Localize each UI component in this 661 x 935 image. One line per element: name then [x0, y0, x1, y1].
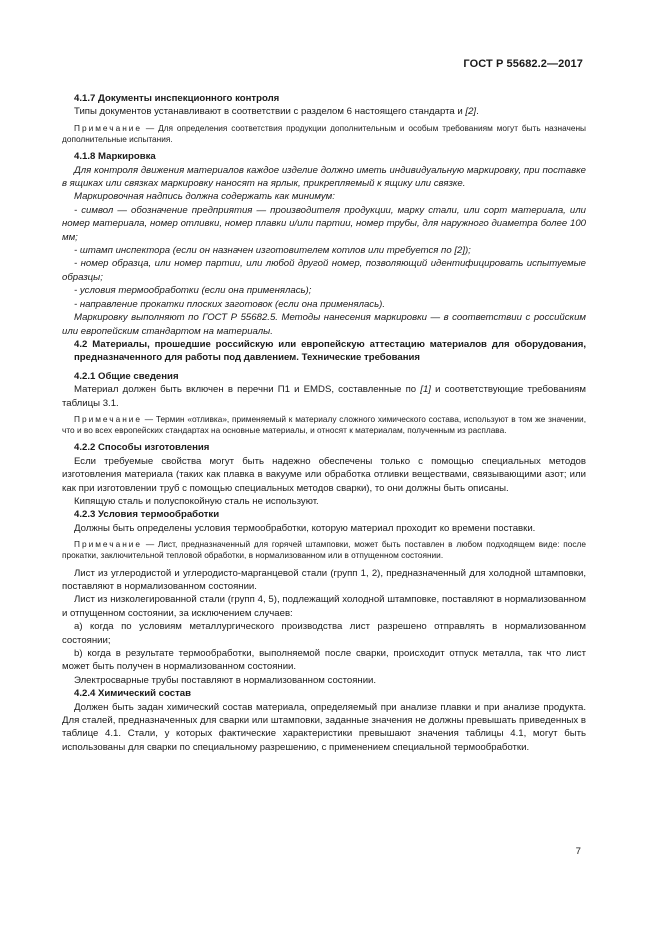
paragraph: Маркировочная надпись должна содержать как минимум:	[74, 191, 335, 203]
document-id: ГОСТ Р 55682.2—2017	[463, 58, 583, 70]
note-label: Примечание	[74, 539, 143, 550]
paragraph: Маркировку выполняют по ГОСТ Р 55682.5. Методы нанесения маркировки — в соответствии с российским или европейским стандартом на материалы.	[62, 312, 586, 337]
paragraph: Кипящую сталь и полуспокойную сталь не используют.	[74, 495, 319, 507]
list-item: - направление прокатки плоских заготовок (если она применялась).	[74, 298, 386, 310]
note: Примечание — Лист, предназначенный для горячей штамповки, может быть поставлен в любом подходящем виде: после прокатки, заключительной тепловой обработки, в нормализованном или в отпущенном состоянии.	[62, 539, 586, 561]
note-label: Примечание	[74, 413, 143, 424]
paragraph: Материал должен быть включен в перечни П1 и EMDS, составленные по [1] и соответствующие требованиям таблицы 3.1.	[62, 384, 587, 409]
paragraph: Лист из низколегированной стали (групп 4, 5), подлежащий холодной штамповке, поставляют в нормализованном и отпущенном состоянии, за исключением случаев:	[62, 594, 586, 619]
list-item: - номер образца, или номер партии, или любой другой номер, позволяющий идентифицировать испытуемые образцы;	[62, 258, 586, 283]
note-label: Примечание	[74, 122, 143, 133]
paragraph: Электросварные трубы поставляют в нормализованном состоянии.	[74, 674, 377, 686]
paragraph: Типы документов устанавливают в соответствии с разделом 6 настоящего стандарта и [2].	[74, 106, 479, 118]
heading-4-2-2: 4.2.2 Способы изготовления	[74, 442, 210, 454]
list-item: b) когда в результате термообработки, выполняемой после сварки, происходит отпуск металла, так что лист может быть получен в нормализованном состоянии.	[62, 648, 586, 673]
note: Примечание — Термин «отливка», применяемый к материалу сложного химического состава, используют в том же значении, что и во всех европейских стандартах на основные материалы, и относят к материалам, полученным из расплава.	[62, 413, 586, 436]
reference: [2]	[465, 106, 477, 118]
reference: [1]	[420, 384, 431, 396]
list-item: - символ — обозначение предприятия — производителя продукции, марку стали, или сорт материала, или номер материала, номер отливки, номер плавки и/или партии, номер трубы, для наружного диаметра более 100 мм;	[62, 204, 586, 243]
list-item: - условия термообработки (если она применялась);	[74, 285, 312, 297]
paragraph: Должны быть определены условия термообработки, которую материал проходит ко времени поставки.	[74, 522, 536, 534]
heading-4-2-3: 4.2.3 Условия термообработки	[74, 509, 220, 521]
paragraph: Для контроля движения материалов каждое изделие должно иметь индивидуальную маркировку, при поставке в ящиках или связках маркировку наносят на ярлык, прикрепляемый к ящику или связке.	[62, 164, 586, 190]
note: Примечание — Для определения соответствия продукции дополнительным и особым требованиям могут быть назначены дополнительные испытания.	[62, 122, 586, 145]
heading-4-2-1: 4.2.1 Общие сведения	[74, 370, 179, 382]
list-item: - штамп инспектора (если он назначен изготовителем котлов или требуется по [2]);	[74, 245, 471, 257]
heading-4-1-8: 4.1.8 Маркировка	[74, 151, 156, 163]
paragraph: Должен быть задан химический состав материала, определяемый при анализе плавки и при анализе продукта. Для сталей, предназначенных для сварки или штамповки, заданные значения не должны превышать приведенных в таблице 4.1. Стали, у которых фактические характеристики превышают значения таблицы 4.1, могут быть использованы для сварки по специальному разрешению, с применением специальной термообработки.	[62, 701, 586, 753]
paragraph: Если требуемые свойства могут быть надежно обеспечены только с помощью специальных методов изготовления материала (таких как плавка в вакууме или обработка отливки веществами, связывающими азот; или как при изготовлении труб с помощью специальных методов сварки), то они должны быть описаны.	[62, 455, 586, 494]
heading-4-1-7: 4.1.7 Документы инспекционного контроля	[74, 93, 280, 104]
heading-4-2: 4.2 Материалы, прошедшие российскую или европейскую аттестацию материалов для оборудования, предназначенного для работы под давлением. Технические требования	[74, 338, 586, 364]
heading-4-2-4: 4.2.4 Химический состав	[74, 688, 192, 700]
paragraph: Лист из углеродистой и углеродисто-марганцевой стали (групп 1, 2), предназначенный для холодной штамповки, поставляют в нормализованном состоянии.	[62, 567, 586, 592]
page-content	[62, 92, 586, 754]
page-number: 7	[575, 846, 581, 857]
marking-section	[62, 164, 586, 338]
list-item: a) когда по условиям металлургического производства лист разрешено отправлять в нормализованном состоянии;	[62, 621, 586, 646]
